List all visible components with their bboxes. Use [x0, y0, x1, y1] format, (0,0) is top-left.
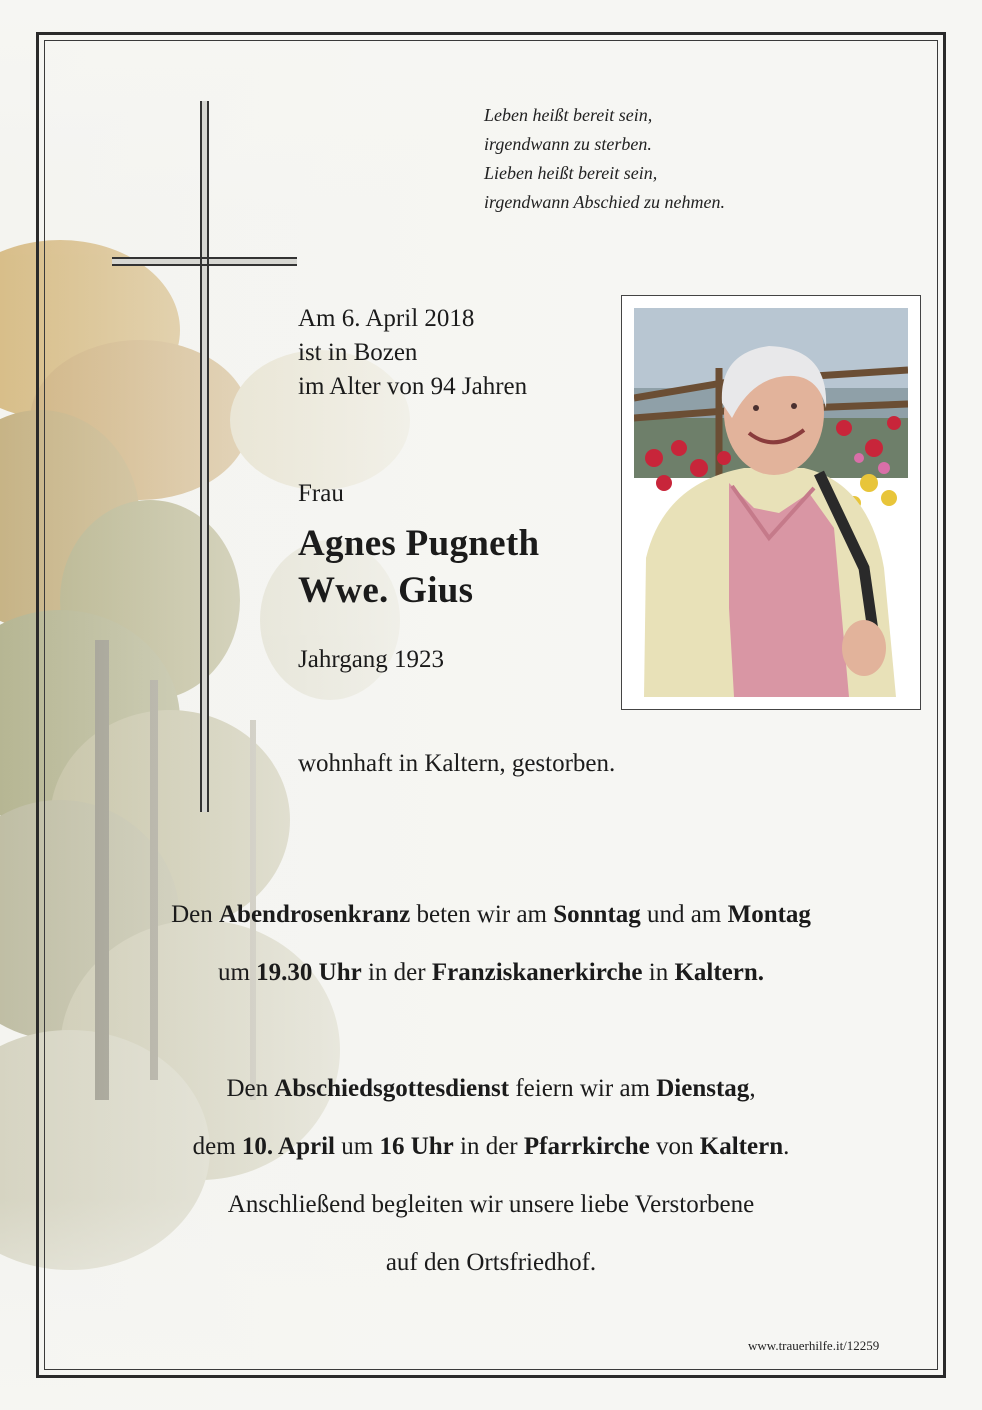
rosary-announcement: [80, 886, 902, 1002]
poem-line: irgendwann Abschied zu nehmen.: [484, 192, 725, 212]
name-line-1: Agnes Pugneth: [298, 523, 540, 564]
funeral-line-1: [80, 1060, 902, 1118]
text: ,: [749, 1075, 756, 1102]
emphasis: 16 Uhr: [379, 1133, 454, 1160]
text: um: [217, 959, 257, 986]
text: um: [335, 1133, 380, 1160]
emphasis: Kaltern.: [674, 959, 765, 986]
funeral-announcement: [80, 1060, 902, 1292]
funeral-line-2: [80, 1118, 902, 1176]
rosary-line-1: [80, 886, 902, 944]
emphasis: Dienstag: [656, 1075, 750, 1102]
emphasis: Pfarrkirche: [523, 1133, 650, 1160]
emphasis: Sonntag: [553, 901, 641, 928]
text: von: [649, 1133, 700, 1160]
poem-line: Lieben heißt bereit sein,: [484, 163, 658, 183]
emphasis: 19.30 Uhr: [256, 959, 362, 986]
birth-year: Jahrgang 1923: [298, 646, 445, 673]
intro-line: im Alter von 94 Jahren: [298, 373, 528, 400]
rosary-line-2: [80, 944, 902, 1002]
salutation: Frau: [298, 480, 344, 507]
cross-icon-horizontal-bar: [112, 257, 297, 266]
emphasis: Kaltern: [699, 1133, 784, 1160]
emphasis: Abendrosenkranz: [218, 901, 411, 928]
text: feiern wir am: [509, 1075, 657, 1102]
funeral-line-3: Anschließend begleiten wir unsere liebe Verstorbene: [227, 1191, 755, 1218]
text: Den: [226, 1075, 275, 1102]
text: .: [783, 1133, 790, 1160]
text: in der: [361, 959, 432, 986]
deceased-name: [298, 520, 539, 614]
death-intro: [298, 302, 527, 404]
text: in der: [453, 1133, 524, 1160]
funeral-line-4: auf den Ortsfriedhof.: [385, 1249, 597, 1276]
cross-icon-vertical-bar: [200, 101, 209, 812]
intro-line: Am 6. April 2018: [298, 305, 475, 332]
poem-line: irgendwann zu sterben.: [484, 134, 652, 154]
memorial-poem: [484, 101, 725, 217]
intro-line: ist in Bozen: [298, 339, 418, 366]
text: beten wir am: [410, 901, 554, 928]
emphasis: Montag: [727, 901, 811, 928]
portrait-photo: [634, 308, 908, 697]
name-line-2: Wwe. Gius: [298, 570, 474, 611]
text: in: [642, 959, 675, 986]
text: Den: [171, 901, 219, 928]
footer-url: www.trauerhilfe.it/12259: [748, 1338, 880, 1353]
emphasis: Abschiedsgottesdienst: [274, 1075, 510, 1102]
portrait-frame: [621, 295, 921, 710]
text: und am: [640, 901, 728, 928]
emphasis: Franziskanerkirche: [431, 959, 643, 986]
poem-line: Leben heißt bereit sein,: [484, 105, 653, 125]
residence-line: wohnhaft in Kaltern, gestorben.: [298, 750, 616, 777]
text: dem: [192, 1133, 242, 1160]
emphasis: 10. April: [241, 1133, 335, 1160]
